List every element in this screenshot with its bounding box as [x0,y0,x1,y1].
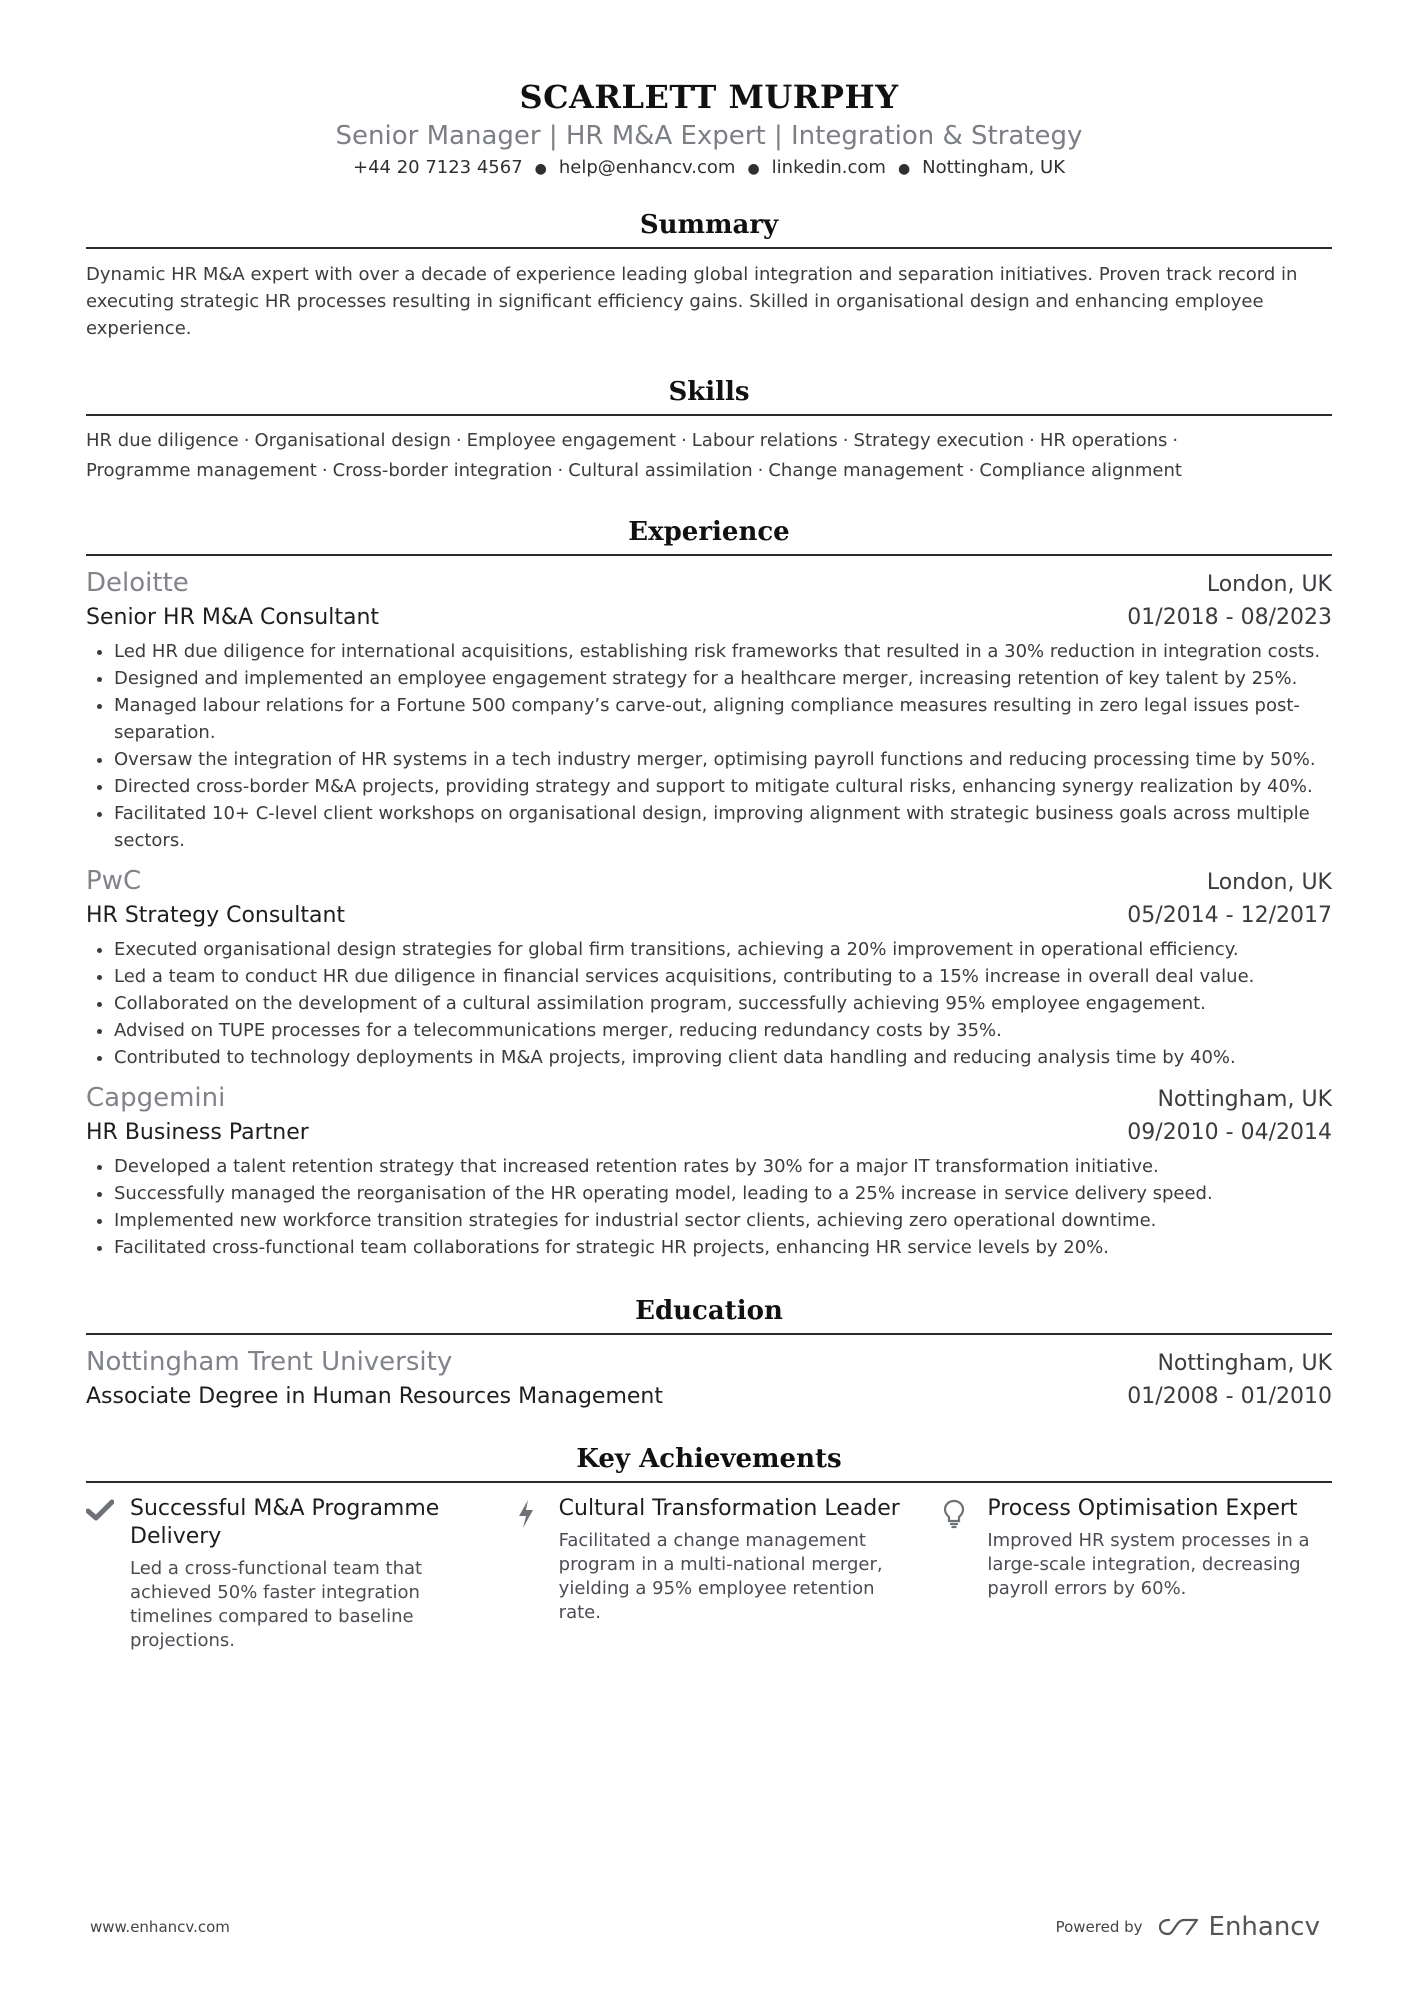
resume-page [86,0,1332,1653]
list-item: • Led a team to conduct HR due diligence in financial services acquisitions, contributing to a 15% increase in overall deal value. [114,963,1332,990]
skill: Organisational design [254,430,451,451]
location: Nottingham, UK [922,157,1065,178]
section-heading-experience: Experience [628,517,790,547]
skills-line-1: HR due diligence · Organisational design · Employee engagement · Labour relations · Strategy execution · HR operations · [86,430,1179,451]
lightbulb-icon [943,1495,973,1653]
skill: Employee engagement [466,430,677,451]
list-item: • Directed cross-border M&A projects, providing strategy and support to mitigate cultural risks, enhancing synergy realization by 40%. [114,773,1332,800]
job-bullets [86,638,1332,854]
education-entry [86,1345,1332,1413]
list-item: • Implemented new workforce transition strategies for industrial sector clients, achieving zero operational downtime. [114,1207,1332,1234]
list-item: • Oversaw the integration of HR systems in a tech industry merger, optimising payroll functions and reducing processing time by 50%. [114,746,1332,773]
infinity-icon [1157,1916,1203,1938]
skill: Change management [768,460,964,481]
job-role: HR Business Partner [86,1120,309,1145]
achievement-description: Facilitated a change management program in a multi-national merger, yielding a 95% employee retention rate. [558,1530,883,1623]
checkmark-icon [86,1495,116,1653]
achievement-title: Cultural Transformation Leader [558,1496,900,1521]
company-name: Capgemini [86,1083,226,1113]
section-divider [86,247,1332,249]
school-name: Nottingham Trent University [86,1347,453,1377]
contact-line [86,154,1332,183]
powered-by-label: Powered by [1055,1918,1143,1936]
candidate-title: Senior Manager | HR M&A Expert | Integration & Strategy [335,121,1083,151]
list-item: • Collaborated on the development of a cultural assimilation program, successfully achieving 95% employee engagement. [114,990,1332,1017]
degree: Associate Degree in Human Resources Management [86,1384,663,1409]
section-heading-skills: Skills [668,377,750,407]
skill: Cross-border integration [332,460,553,481]
section-heading-education: Education [635,1296,783,1326]
experience-section [86,512,1332,1261]
page-footer [90,1912,1320,1942]
candidate-name: SCARLETT MURPHY [519,78,899,116]
skills-section [86,372,1332,486]
list-item: • Advised on TUPE processes for a telecommunications merger, reducing redundancy costs by 35%. [114,1017,1332,1044]
skills-line-2: Programme management · Cross-border integration · Cultural assimilation · Change management · Compliance alignment [86,460,1182,481]
company-name: Deloitte [86,568,189,598]
section-divider [86,1333,1332,1335]
list-item: • Managed labour relations for a Fortune 500 company’s carve-out, aligning compliance measures resulting in zero legal issues post-separation. [114,692,1332,746]
list-item: • Designed and implemented an employee engagement strategy for a healthcare merger, increasing retention of key talent by 25%. [114,665,1332,692]
skill: Cultural assimilation [568,460,753,481]
section-heading-achievements: Key Achievements [576,1444,842,1474]
brand-name: Enhancv [1208,1912,1320,1942]
job-dates: 05/2014 - 12/2017 [1127,903,1332,928]
achievements-section [86,1439,1332,1653]
achievement-title: Process Optimisation Expert [987,1496,1298,1521]
job-role: Senior HR M&A Consultant [86,605,380,630]
website-link[interactable]: www.enhancv.com [90,1918,230,1936]
skill: Programme management [86,460,317,481]
powered-by [1056,1912,1320,1942]
phone: +44 20 7123 4567 [352,157,523,178]
job-location: Nottingham, UK [1157,1087,1332,1112]
achievement-item [515,1495,904,1653]
job-dates: 01/2018 - 08/2023 [1127,605,1332,630]
company-name: PwC [86,866,142,896]
list-item: • Facilitated 10+ C-level client workshops on organisational design, improving alignment with strategic business goals across multiple sectors. [114,800,1332,854]
resume-header [86,0,1332,183]
achievement-description: Led a cross-functional team that achieved 50% faster integration timelines compared to baseline projections. [130,1558,423,1651]
achievement-title: Successful M&A Programme Delivery [130,1496,440,1549]
section-divider [86,414,1332,416]
linkedin-link[interactable]: linkedin.com [771,157,886,178]
skill: HR operations [1039,430,1168,451]
list-item: • Successfully managed the reorganisation of the HR operating model, leading to a 25% increase in service delivery speed. [114,1180,1332,1207]
list-item: • Contributed to technology deployments in M&A projects, improving client data handling and reducing analysis time by 40%. [114,1044,1332,1071]
school-location: Nottingham, UK [1157,1351,1332,1376]
job-dates: 09/2010 - 04/2014 [1127,1120,1332,1145]
skill: Labour relations [691,430,838,451]
job-bullets [86,936,1332,1071]
job-role: HR Strategy Consultant [86,903,346,928]
section-divider [86,1481,1332,1483]
separator-dot: ● [897,161,911,177]
section-divider [86,554,1332,556]
job-bullets [86,1153,1332,1261]
skill: Strategy execution [853,430,1025,451]
job-location: London, UK [1206,572,1332,597]
achievements-list [86,1495,1332,1653]
enhancv-logo[interactable] [1157,1912,1320,1942]
skill: HR due diligence [86,430,239,451]
achievement-item [86,1495,475,1653]
job-location: London, UK [1206,870,1332,895]
job-entry-capgemini [86,1081,1332,1261]
separator-dot: ● [534,161,547,177]
education-dates: 01/2008 - 01/2010 [1127,1384,1332,1409]
achievement-item [943,1495,1332,1653]
job-entry-deloitte [86,566,1332,854]
lightning-icon [515,1495,545,1653]
achievement-description: Improved HR system processes in a large-scale integration, decreasing payroll errors by 60%. [987,1530,1310,1599]
skills-list [86,426,1332,486]
summary-text: Dynamic HR M&A expert with over a decade of experience leading global integration and separation initiatives. Proven track record in executing strategic HR processes resulting in significant efficiency gains. Skilled in organisational design and enhancing employee experience. [86,264,1298,339]
job-entry-pwc [86,864,1332,1071]
section-heading-summary: Summary [639,210,779,240]
separator-dot: ● [747,161,760,177]
list-item: • Developed a talent retention strategy that increased retention rates by 30% for a major IT transformation initiative. [114,1153,1332,1180]
email-link[interactable]: help@enhancv.com [558,157,736,178]
list-item: • Facilitated cross-functional team collaborations for strategic HR projects, enhancing HR service levels by 20%. [114,1234,1332,1261]
education-section [86,1291,1332,1413]
summary-section [86,205,1332,342]
skill: Compliance alignment [979,460,1182,481]
list-item: • Executed organisational design strategies for global firm transitions, achieving a 20% improvement in operational efficiency. [114,936,1332,963]
list-item: • Led HR due diligence for international acquisitions, establishing risk frameworks that resulted in a 30% reduction in integration costs. [114,638,1332,665]
